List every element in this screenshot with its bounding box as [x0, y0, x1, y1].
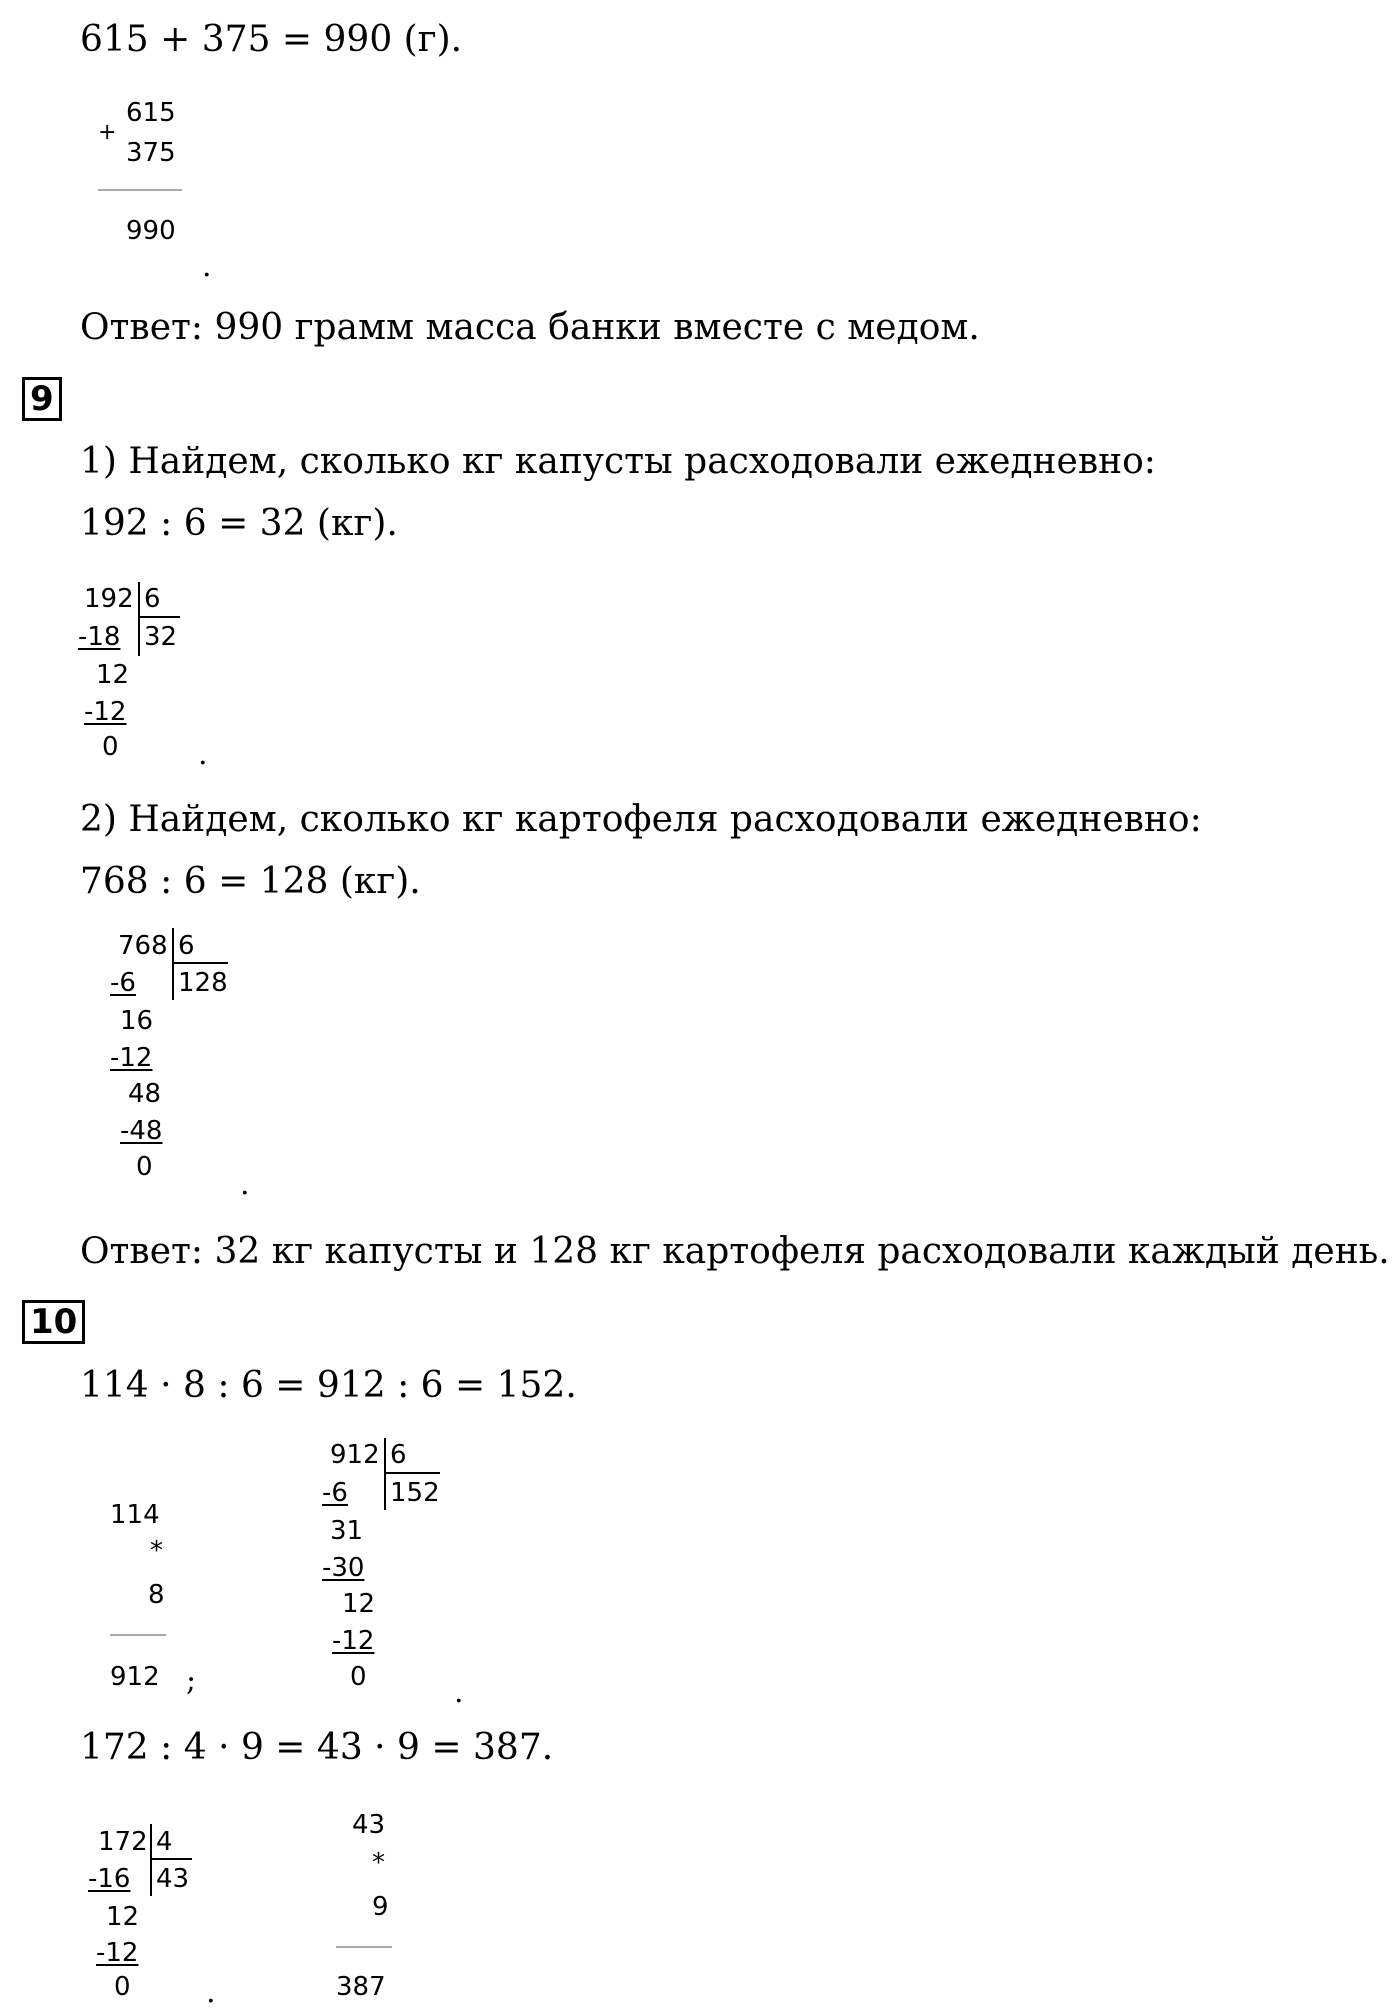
- period-mark: .: [206, 1975, 216, 2010]
- subtrahend-2: -12: [96, 1938, 139, 1968]
- remainder-1: 12: [106, 1902, 140, 1932]
- subtrahend-3: -12: [332, 1626, 375, 1656]
- remainder-final: 0: [136, 1152, 153, 1182]
- remainder-1: 31: [330, 1516, 364, 1546]
- subtrahend-3: -48: [120, 1116, 163, 1146]
- period-mark: .: [202, 249, 212, 284]
- division-bar: [172, 928, 174, 1000]
- equation-2: 768 : 6 = 128 (кг).: [80, 861, 421, 902]
- addend-b: 375: [126, 138, 176, 168]
- division-bar: [384, 1438, 386, 1510]
- subtrahend-1: -6: [110, 968, 136, 998]
- divisor: 4: [156, 1827, 173, 1857]
- period-mark: .: [454, 1675, 464, 1710]
- answer-text: Ответ: 990 грамм масса банки вместе с медом.: [80, 307, 980, 348]
- answer-text: Ответ: 32 кг капусты и 128 кг картофеля расходовали каждый день.: [80, 1231, 1390, 1272]
- product-line: [110, 1634, 166, 1636]
- factor-a: 114: [110, 1500, 160, 1530]
- product: 387: [336, 1972, 386, 2002]
- sum-line: [98, 189, 182, 191]
- dividend: 912: [330, 1440, 380, 1470]
- remainder-2: 48: [128, 1079, 162, 1109]
- remainder-final: 0: [114, 1972, 131, 2002]
- subtrahend-1: -18: [78, 622, 121, 652]
- quotient: 128: [178, 968, 228, 998]
- period-mark: .: [198, 737, 208, 772]
- subtrahend-2: -12: [84, 697, 127, 727]
- quotient-line: [138, 616, 180, 618]
- product-line: [336, 1946, 392, 1948]
- subtrahend-1: -16: [88, 1864, 131, 1894]
- equation-addition: 615 + 375 = 990 (г).: [80, 19, 463, 60]
- quotient-line: [172, 962, 228, 964]
- factor-b: 9: [372, 1892, 389, 1922]
- subtrahend-2: -12: [110, 1043, 153, 1073]
- factor-a: 43: [352, 1810, 386, 1840]
- plus-sign: +: [98, 120, 117, 145]
- divisor: 6: [178, 931, 195, 961]
- quotient-line: [150, 1858, 192, 1860]
- remainder-1: 12: [96, 660, 130, 690]
- dividend: 192: [84, 584, 134, 614]
- division-bar: [138, 582, 140, 656]
- period-mark: .: [240, 1167, 250, 1202]
- step-1-text: 1) Найдем, сколько кг капусты расходовали ежедневно:: [80, 441, 1156, 482]
- task-10-badge: 10: [22, 1300, 85, 1344]
- multiply-sign: *: [150, 1536, 163, 1566]
- remainder-final: 0: [102, 732, 119, 762]
- division-bar: [150, 1824, 152, 1896]
- quotient: 152: [390, 1478, 440, 1508]
- subtrahend-2: -30: [322, 1553, 365, 1583]
- remainder-final: 0: [350, 1662, 367, 1692]
- remainder-2: 12: [342, 1589, 376, 1619]
- semicolon: ;: [186, 1663, 197, 1698]
- factor-b: 8: [148, 1580, 165, 1610]
- equation-1: 192 : 6 = 32 (кг).: [80, 503, 398, 544]
- quotient-line: [384, 1472, 440, 1474]
- divisor: 6: [390, 1440, 407, 1470]
- subtrahend-1: -6: [322, 1478, 348, 1508]
- divisor: 6: [144, 584, 161, 614]
- product: 912: [110, 1662, 160, 1692]
- dividend: 768: [118, 931, 168, 961]
- step-2-text: 2) Найдем, сколько кг картофеля расходовали ежедневно:: [80, 799, 1202, 840]
- quotient: 43: [156, 1864, 190, 1894]
- multiply-sign: *: [372, 1848, 385, 1878]
- addend-a: 615: [126, 98, 176, 128]
- equation-2: 172 : 4 · 9 = 43 · 9 = 387.: [80, 1727, 554, 1768]
- equation-1: 114 · 8 : 6 = 912 : 6 = 152.: [80, 1365, 577, 1406]
- task-9-badge: 9: [22, 377, 62, 421]
- quotient: 32: [144, 622, 178, 652]
- remainder-1: 16: [120, 1006, 154, 1036]
- dividend: 172: [98, 1827, 148, 1857]
- sum-result: 990: [126, 216, 176, 246]
